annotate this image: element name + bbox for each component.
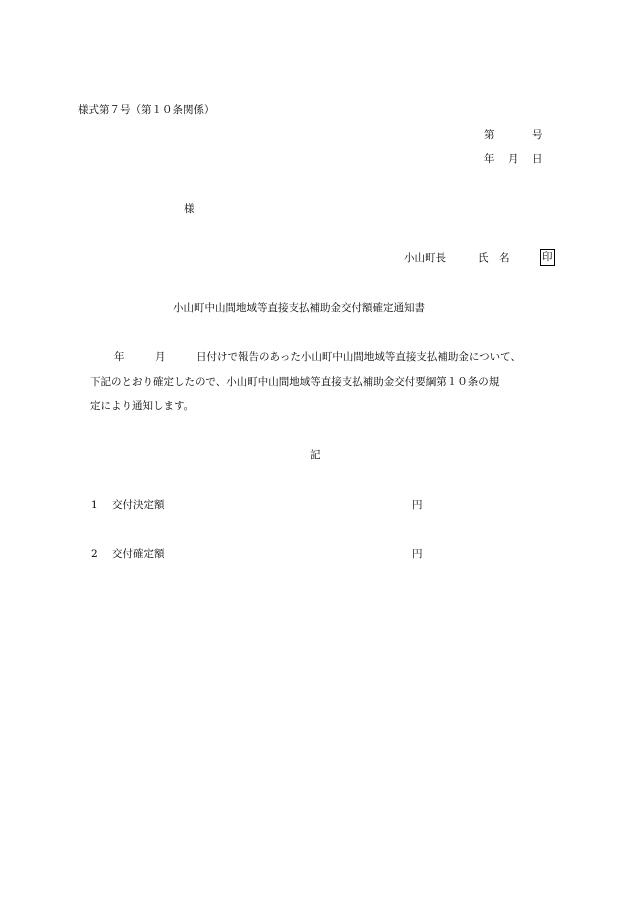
item-number: 2 bbox=[91, 548, 98, 560]
body-line3: 定により通知します。 bbox=[90, 400, 195, 412]
date-day: 日 bbox=[532, 153, 543, 165]
body-line2: 下記のとおり確定したので、小山町中山間地域等直接支払補助金交付要綱第１０条の規 bbox=[90, 376, 500, 388]
recipient-honorific: 様 bbox=[184, 203, 195, 215]
sender-name-label: 氏 名 bbox=[478, 252, 510, 264]
doc-number-suffix: 号 bbox=[532, 129, 543, 141]
item-unit: 円 bbox=[412, 548, 423, 560]
body-month: 月 bbox=[155, 351, 166, 363]
doc-number-prefix: 第 bbox=[484, 129, 495, 141]
item-label: 交付決定額 bbox=[112, 499, 165, 511]
sender-title: 小山町長 bbox=[404, 252, 446, 264]
seal-mark: 印 bbox=[540, 249, 555, 266]
item-number: 1 bbox=[91, 499, 98, 511]
item-unit: 円 bbox=[412, 499, 423, 511]
date-year: 年 bbox=[484, 153, 495, 165]
form-label: 様式第７号（第１０条関係） bbox=[78, 104, 215, 116]
item-label: 交付確定額 bbox=[112, 548, 165, 560]
document-title: 小山町中山間地域等直接支払補助金交付額確定通知書 bbox=[173, 302, 425, 314]
body-year: 年 bbox=[114, 351, 125, 363]
date-month: 月 bbox=[508, 153, 519, 165]
seal-stamp bbox=[540, 249, 555, 266]
body-line1: 日付けで報告のあった小山町中山間地域等直接支払補助金について、 bbox=[196, 351, 521, 363]
ki-marker: 記 bbox=[310, 449, 321, 461]
